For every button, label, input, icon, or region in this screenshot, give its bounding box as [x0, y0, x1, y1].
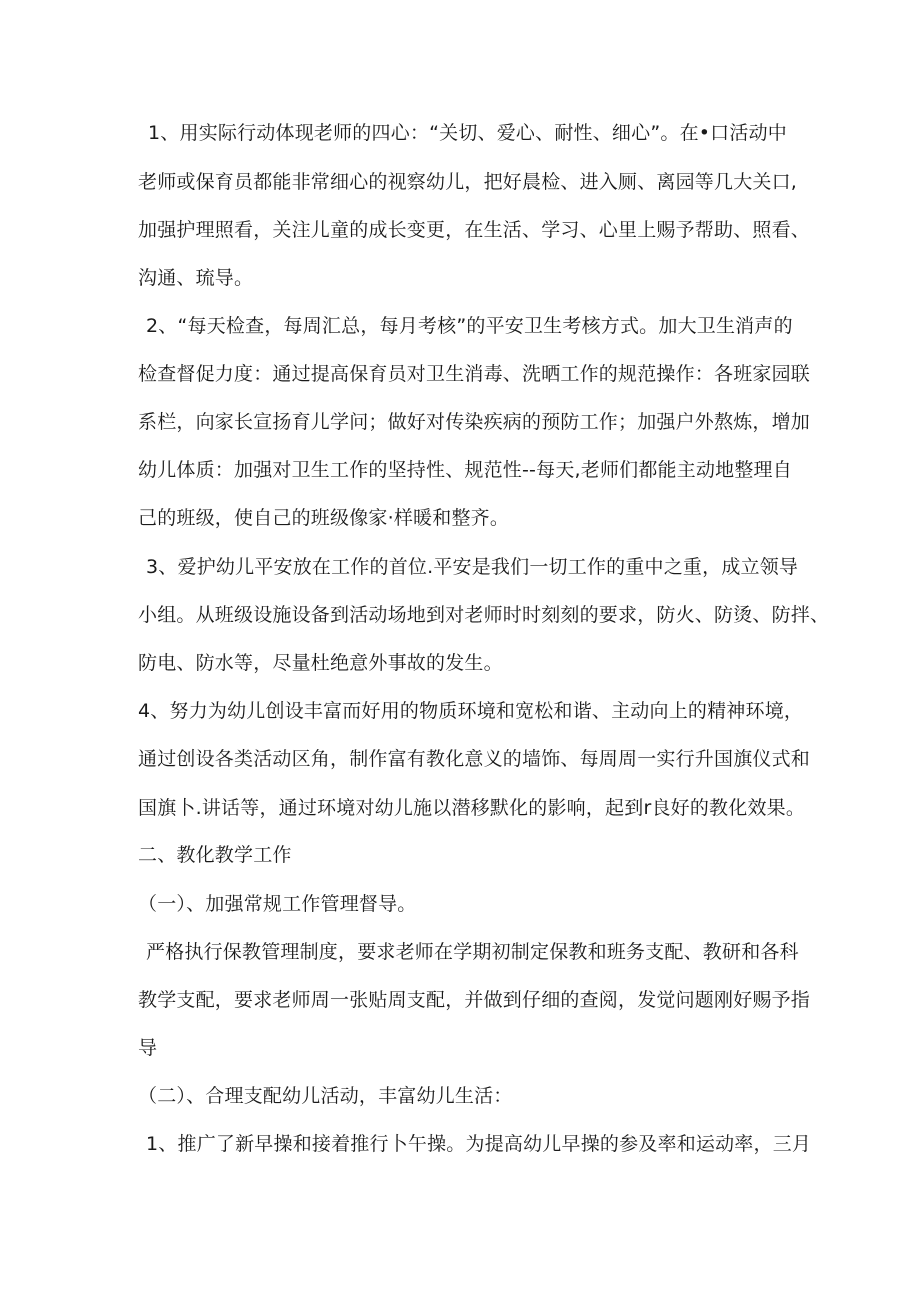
- text-line: 教学支配，要求老师周一张贴周支配，并做到仔细的查阅，发觉问题刚好赐予指: [138, 989, 811, 1011]
- text-line: 防电、防水等，尽量杜绝意外事故的发生。: [138, 652, 503, 674]
- text-line: 通过创设各类活动区角，制作富有教化意义的墙饰、每周周一实行升国旗仪式和: [138, 748, 811, 770]
- subsection-heading: （一）、加强常规工作管理督导。: [138, 893, 417, 915]
- text-line: 小组。从班级设施设备到活动场地到对老师时时刻刻的要求，防火、防烫、防拌、: [138, 604, 830, 626]
- text-line: 4、努力为幼儿创设丰富而好用的物质环境和宽松和谐、主动向上的精神环境，: [138, 700, 804, 722]
- text-line: 3、爱护幼儿平安放在工作的首位.平安是我们一切工作的重中之重，成立领导: [146, 556, 799, 578]
- text-line: 沟通、琉导。: [138, 267, 254, 289]
- text-line: 国旗卜.讲话等，通过环境对幼儿施以潜移默化的影响，起到r良好的教化效果。: [138, 797, 806, 819]
- subsection-heading: （二）、合理支配幼儿活动，丰富幼儿生活：: [138, 1085, 513, 1107]
- text-line: 2、“每天检查，每周汇总，每月考核”的平安卫生考核方式。加大卫生消声的: [146, 315, 793, 337]
- text-line: 严格执行保教管理制度，要求老师在学期初制定保教和班务支配、教研和各科: [146, 941, 799, 963]
- text-line: 己的班级，使自己的班级像家·样暖和整齐。: [138, 507, 510, 529]
- text-line: 导: [138, 1037, 158, 1059]
- text-line: 老师或保育员都能非常细心的视察幼儿，把好晨检、进入厕、离园等几大关口,: [138, 171, 798, 193]
- text-line: 幼儿体质：加强对卫生工作的坚持性、规范性--每天,老师们都能主动地整理自: [138, 459, 792, 481]
- text-line: 系栏，向家长宣扬育儿学问；做好对传染疾病的预防工作；加强户外熬炼，增加: [138, 411, 811, 433]
- text-line: 检查督促力度：通过提高保育员对卫生消毒、洗晒工作的规范操作：各班家园联: [138, 363, 811, 385]
- text-line: 1、推广了新早操和接着推行卜午操。为提高幼儿早操的参及率和运动率，三月: [146, 1133, 812, 1155]
- section-heading: 二、教化教学工作: [138, 844, 292, 866]
- text-line: 加强护理照看，关注儿童的成长变更，在生活、学习、心里上赐予帮助、照看、: [138, 219, 811, 241]
- text-line: 1、用实际行动体现老师的四心：“关切、爱心、耐性、细心”。在•口活动中: [148, 122, 787, 144]
